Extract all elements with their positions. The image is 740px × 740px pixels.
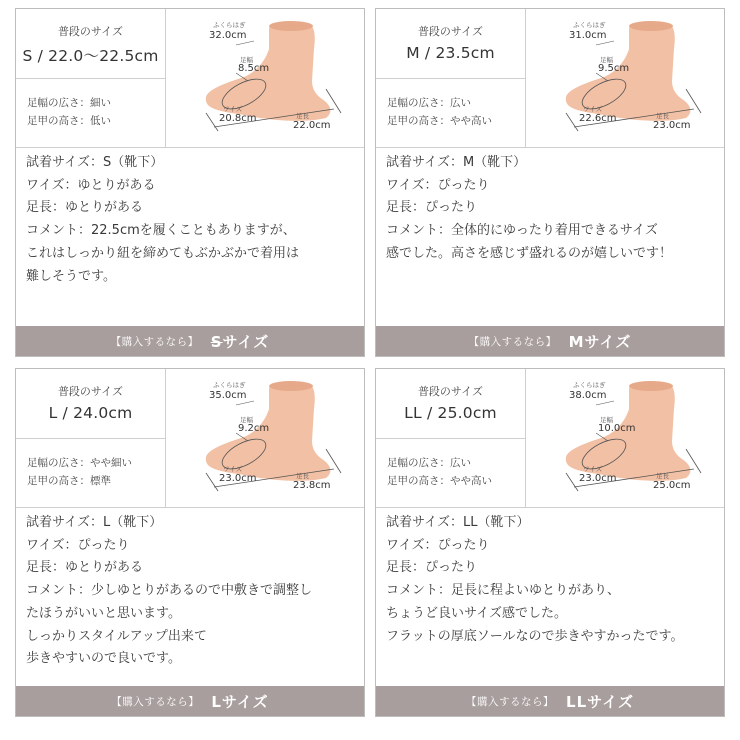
foot-shape-cell <box>16 79 166 147</box>
foot-width-text: 足幅の広さ：広い <box>387 457 471 469</box>
buy-size: Sサイズ <box>210 332 270 351</box>
foot-illustration <box>526 9 725 147</box>
comment-line: コメント：22.5cmを履くこともありますが、 <box>26 223 296 239</box>
calf-value: 32.0cm <box>209 30 247 41</box>
comment-line: 試着サイズ：M（靴下） <box>386 155 527 170</box>
length-label: 足長 <box>296 112 309 120</box>
instep-height-text: 足甲の高さ：低い <box>27 115 111 127</box>
calf-label: ふくらはぎ <box>573 21 606 29</box>
usual-size-cell <box>376 369 526 439</box>
size-card <box>375 8 725 357</box>
comment-line: コメント：少しゆとりがあるので中敷きで調整し <box>26 583 313 599</box>
calf-top-ellipse <box>269 381 313 391</box>
foot-width-text: 足幅の広さ：やや細い <box>27 457 132 469</box>
comment-line: ワイズ：ゆとりがある <box>26 177 156 193</box>
instep-height-text: 足甲の高さ：標準 <box>27 475 111 487</box>
usual-size-cell <box>376 9 526 79</box>
fitting-comment <box>16 147 364 327</box>
usual-size-label: 普段のサイズ <box>417 25 484 38</box>
buy-prefix: 【購入するなら】 <box>110 335 199 348</box>
calf-value: 31.0cm <box>569 30 607 41</box>
calf-top-ellipse <box>629 381 673 391</box>
width-label: ワイズ <box>583 105 603 113</box>
calf-label: ふくらはぎ <box>573 381 606 389</box>
size-card <box>15 8 365 357</box>
buy-size: Lサイズ <box>211 692 269 711</box>
fitting-comment <box>16 507 364 687</box>
calf-value: 35.0cm <box>209 390 247 401</box>
length-label: 足長 <box>656 112 669 120</box>
foot-measurement-diagram <box>526 9 725 147</box>
foot-illustration <box>166 369 365 507</box>
length-label: 足長 <box>296 472 309 480</box>
fitting-comment <box>376 507 724 687</box>
calf-label: ふくらはぎ <box>213 21 246 29</box>
size-card <box>375 368 725 717</box>
buy-prefix: 【購入するなら】 <box>468 335 557 348</box>
foot-shape-cell <box>16 439 166 507</box>
buy-size-banner[interactable] <box>16 326 364 356</box>
length-value: 22.0cm <box>293 120 331 131</box>
ankle-value: 8.5cm <box>238 63 270 74</box>
comment-line: ワイズ：ぴったり <box>26 537 130 553</box>
comment-line: コメント：足長に程よいゆとりがあり、 <box>386 583 621 599</box>
usual-size-label: 普段のサイズ <box>57 385 124 398</box>
length-value: 23.8cm <box>293 480 331 491</box>
comment-line: 試着サイズ：LL（靴下） <box>386 515 530 530</box>
width-label: ワイズ <box>583 465 603 473</box>
length-value: 23.0cm <box>653 120 691 131</box>
usual-size-value: S / 22.0〜22.5cm <box>22 47 159 65</box>
width-value: 20.8cm <box>219 113 257 124</box>
instep-height-text: 足甲の高さ：やや高い <box>387 475 492 487</box>
comment-line: 試着サイズ：L（靴下） <box>26 515 163 530</box>
comment-line: 足長：ゆとりがある <box>26 200 144 216</box>
foot-shape-cell <box>376 439 526 507</box>
ankle-value: 10.0cm <box>598 423 636 434</box>
ankle-label: 足幅 <box>600 416 613 424</box>
usual-size-value: M / 23.5cm <box>406 44 495 62</box>
foot-width-text: 足幅の広さ：細い <box>27 97 111 109</box>
calf-value: 38.0cm <box>569 390 607 401</box>
buy-size-first-char: S <box>210 332 223 351</box>
ankle-value: 9.5cm <box>598 63 630 74</box>
comment-line: たほうがいいと思います。 <box>26 605 181 621</box>
ankle-label: 足幅 <box>240 416 253 424</box>
length-value: 25.0cm <box>653 480 691 491</box>
width-label: ワイズ <box>223 105 243 113</box>
comment-line: 足長：ゆとりがある <box>26 560 144 576</box>
buy-prefix: 【購入するなら】 <box>466 695 555 708</box>
calf-top-ellipse <box>629 21 673 31</box>
width-value: 23.0cm <box>579 473 617 484</box>
ankle-label: 足幅 <box>600 56 613 64</box>
foot-shape-cell <box>376 79 526 147</box>
fitting-comment <box>376 147 724 327</box>
instep-height-text: 足甲の高さ：やや高い <box>387 115 492 127</box>
buy-size-banner[interactable] <box>376 326 724 356</box>
comment-line: しっかりスタイルアップ出来て <box>26 628 207 644</box>
foot-measurement-diagram <box>526 369 725 507</box>
usual-size-value: LL / 25.0cm <box>404 404 497 422</box>
comment-line: ワイズ：ぴったり <box>386 537 490 553</box>
buy-size-banner[interactable] <box>376 686 724 716</box>
comment-line: コメント：全体的にゆったり着用できるサイズ <box>386 223 658 239</box>
comment-line: 足長：ぴったり <box>386 200 478 216</box>
comment-line: 歩きやすいので良いです。 <box>26 651 181 667</box>
usual-size-label: 普段のサイズ <box>417 385 484 398</box>
width-value: 23.0cm <box>219 473 257 484</box>
foot-illustration <box>166 9 365 147</box>
usual-size-value: L / 24.0cm <box>48 404 133 422</box>
width-label: ワイズ <box>223 465 243 473</box>
comment-line: 足長：ぴったり <box>386 560 478 576</box>
usual-size-label: 普段のサイズ <box>57 25 124 38</box>
comment-line: 感でした。高さを感じず盛れるのが嬉しいです！ <box>386 245 673 261</box>
buy-size-banner[interactable] <box>16 686 364 716</box>
comment-line: ワイズ：ぴったり <box>386 177 490 193</box>
comment-line: これはしっかり紐を締めてもぶかぶかで着用は <box>26 245 300 261</box>
comment-line: フラットの厚底ソールなので歩きやすかったです。 <box>386 628 684 644</box>
buy-size: LLサイズ <box>566 692 634 711</box>
length-label: 足長 <box>656 472 669 480</box>
foot-measurement-diagram <box>166 9 365 147</box>
foot-width-text: 足幅の広さ：広い <box>387 97 471 109</box>
comment-line: 試着サイズ：S（靴下） <box>26 155 164 170</box>
comment-line: 難しそうです。 <box>26 268 116 284</box>
foot-illustration <box>526 369 725 507</box>
calf-top-ellipse <box>269 21 313 31</box>
usual-size-cell <box>16 9 166 79</box>
calf-label: ふくらはぎ <box>213 381 246 389</box>
comment-line: ちょうど良いサイズ感でした。 <box>386 605 567 621</box>
buy-prefix: 【購入するなら】 <box>111 695 200 708</box>
width-value: 22.6cm <box>579 113 617 124</box>
ankle-label: 足幅 <box>240 56 253 64</box>
usual-size-cell <box>16 369 166 439</box>
buy-size: Mサイズ <box>568 332 632 351</box>
size-card <box>15 368 365 717</box>
ankle-value: 9.2cm <box>238 423 270 434</box>
foot-measurement-diagram <box>166 369 365 507</box>
